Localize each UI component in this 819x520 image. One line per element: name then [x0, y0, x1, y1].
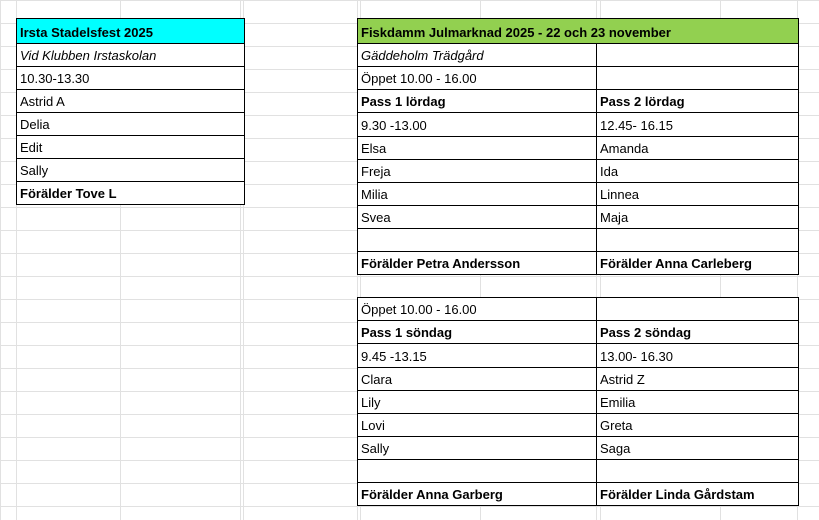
sunday-pass2-name-cell[interactable]: Astrid Z: [597, 368, 799, 391]
saturday-open-cell[interactable]: Öppet 10.00 - 16.00: [358, 67, 597, 90]
saturday-pass1-name-cell[interactable]: Milia: [358, 183, 597, 206]
empty-cell[interactable]: [358, 229, 597, 252]
saturday-pass2-time-cell[interactable]: 12.45- 16.15: [597, 113, 799, 137]
irsta-location-cell[interactable]: Vid Klubben Irstaskolan: [17, 44, 245, 67]
irsta-time-cell[interactable]: 10.30-13.30: [17, 67, 245, 90]
sunday-pass1-name-cell[interactable]: Sally: [358, 437, 597, 460]
fiskdamm-title-cell[interactable]: Fiskdamm Julmarknad 2025 - 22 och 23 november: [358, 19, 799, 44]
irsta-name-cell[interactable]: Delia: [17, 113, 245, 136]
saturday-pass1-name-cell[interactable]: Elsa: [358, 137, 597, 160]
fiskdamm-saturday-table: [357, 18, 799, 275]
saturday-pass1-name-cell[interactable]: Freja: [358, 160, 597, 183]
fiskdamm-location-cell[interactable]: Gäddeholm Trädgård: [358, 44, 597, 67]
irsta-name-cell[interactable]: Sally: [17, 159, 245, 182]
sunday-pass1-time-cell[interactable]: 9.45 -13.15: [358, 344, 597, 368]
sunday-pass2-name-cell[interactable]: Greta: [597, 414, 799, 437]
saturday-pass2-name-cell[interactable]: Ida: [597, 160, 799, 183]
sunday-pass1-name-cell[interactable]: Lovi: [358, 414, 597, 437]
sunday-pass1-parent-cell[interactable]: Förälder Anna Garberg: [358, 483, 597, 506]
sunday-pass1-name-cell[interactable]: Lily: [358, 391, 597, 414]
sunday-pass1-title-cell[interactable]: Pass 1 söndag: [358, 321, 597, 344]
irsta-title-cell[interactable]: Irsta Stadelsfest 2025: [17, 19, 245, 44]
saturday-pass1-time-cell[interactable]: 9.30 -13.00: [358, 113, 597, 137]
saturday-pass1-title-cell[interactable]: Pass 1 lördag: [358, 90, 597, 113]
sunday-pass2-parent-cell[interactable]: Förälder Linda Gårdstam: [597, 483, 799, 506]
empty-cell[interactable]: [597, 298, 799, 321]
saturday-pass1-name-cell[interactable]: Svea: [358, 206, 597, 229]
empty-cell[interactable]: [597, 460, 799, 483]
sunday-pass2-time-cell[interactable]: 13.00- 16.30: [597, 344, 799, 368]
empty-cell[interactable]: [597, 44, 799, 67]
saturday-pass2-title-cell[interactable]: Pass 2 lördag: [597, 90, 799, 113]
sunday-pass2-title-cell[interactable]: Pass 2 söndag: [597, 321, 799, 344]
saturday-pass2-name-cell[interactable]: Amanda: [597, 137, 799, 160]
sunday-pass2-name-cell[interactable]: Emilia: [597, 391, 799, 414]
empty-cell[interactable]: [597, 229, 799, 252]
empty-cell[interactable]: [597, 67, 799, 90]
irsta-parent-cell[interactable]: Förälder Tove L: [17, 182, 245, 205]
saturday-pass1-parent-cell[interactable]: Förälder Petra Andersson: [358, 252, 597, 275]
empty-cell[interactable]: [358, 460, 597, 483]
saturday-pass2-name-cell[interactable]: Maja: [597, 206, 799, 229]
sunday-pass1-name-cell[interactable]: Clara: [358, 368, 597, 391]
sunday-pass2-name-cell[interactable]: Saga: [597, 437, 799, 460]
fiskdamm-sunday-table: [357, 297, 799, 506]
sunday-open-cell[interactable]: Öppet 10.00 - 16.00: [358, 298, 597, 321]
saturday-pass2-parent-cell[interactable]: Förälder Anna Carleberg: [597, 252, 799, 275]
irsta-name-cell[interactable]: Astrid A: [17, 90, 245, 113]
irsta-name-cell[interactable]: Edit: [17, 136, 245, 159]
irsta-table: [16, 18, 245, 205]
saturday-pass2-name-cell[interactable]: Linnea: [597, 183, 799, 206]
